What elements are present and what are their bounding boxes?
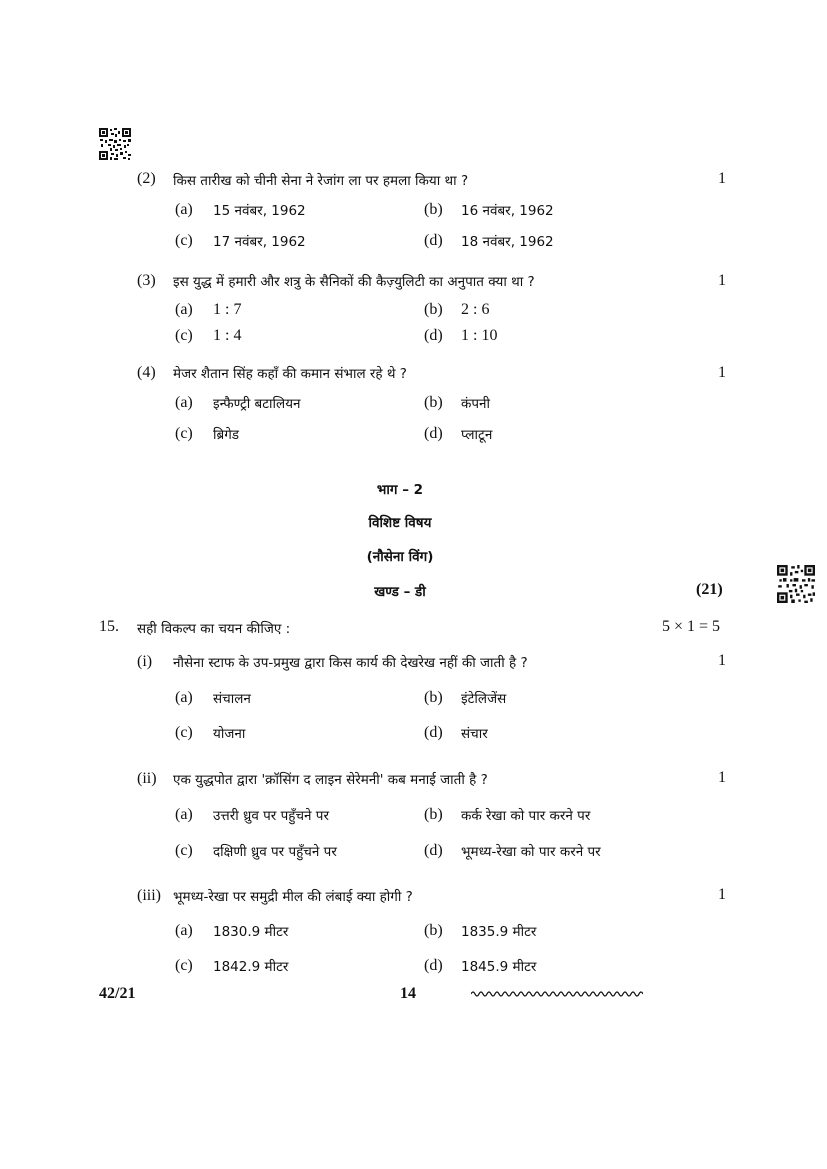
question-text: किस तारीख को चीनी सेना ने रेजांग ला पर हमला किया था ? [173,173,469,189]
option-label: (c) [175,232,193,249]
option-text: 16 नवंबर, 1962 [461,203,554,219]
section-block-heading: खण्ड – डी [374,584,426,600]
option-text: 1842.9 मीटर [213,959,289,975]
question-marks: 1 [718,886,726,903]
option-text: उत्तरी ध्रुव पर पहुँचने पर [213,808,329,824]
option-label: (a) [175,394,193,411]
option-label: (d) [424,957,443,974]
option-label: (c) [175,425,193,442]
option-text: इन्फैण्ट्री बटालियन [213,396,301,412]
option-label: (c) [175,842,193,859]
option-text: 15 नवंबर, 1962 [213,203,306,219]
option-label: (b) [424,689,443,706]
option-text: ब्रिगेड [213,427,240,443]
section-part-heading: भाग – 2 [376,482,424,498]
question-text: मेजर शैतान सिंह कहाँ की कमान संभाल रहे थे ? [173,366,407,382]
option-text: 1 : 7 [213,301,242,318]
option-label: (b) [424,806,443,823]
option-label: (c) [175,957,193,974]
option-text: 1 : 10 [461,327,498,344]
question-marks: 1 [718,652,726,669]
question-number: (ii) [137,770,157,787]
option-text: कंपनी [461,396,491,412]
option-text: कर्क रेखा को पार करने पर [461,808,591,824]
question-marks: 5 × 1 = 5 [662,618,721,635]
section-wing-heading: (नौसेना विंग) [366,549,434,565]
option-label: (c) [175,724,193,741]
section-subject-heading: विशिष्ट विषय [368,515,432,531]
wavy-line [471,990,643,998]
option-label: (a) [175,689,193,706]
option-text: दक्षिणी ध्रुव पर पहुँचने पर [213,844,337,860]
paper-code: 42/21 [99,985,136,1002]
option-text: 1845.9 मीटर [461,959,537,975]
option-label: (b) [424,201,443,218]
option-label: (b) [424,394,443,411]
question-number: 15. [99,618,119,635]
option-text: संचालन [213,691,251,707]
qr-code-top-left [99,128,131,160]
option-text: 2 : 6 [461,301,490,318]
option-text: 17 नवंबर, 1962 [213,234,306,250]
question-number: (2) [137,170,156,187]
option-label: (a) [175,201,193,218]
question-text: भूमध्य-रेखा पर समुद्री मील की लंबाई क्या होगी ? [173,889,413,905]
option-label: (a) [175,806,193,823]
question-marks: 1 [718,170,726,187]
question-text: इस युद्ध में हमारी और शत्रु के सैनिकों की कैज़्युलिटी का अनुपात क्या था ? [173,274,535,290]
option-text: प्लाटून [461,427,493,443]
option-text: 1 : 4 [213,327,242,344]
option-label: (d) [424,842,443,859]
option-label: (d) [424,232,443,249]
option-label: (d) [424,724,443,741]
option-text: भूमध्य-रेखा को पार करने पर [461,844,601,860]
question-instruction: सही विकल्प का चयन कीजिए : [137,621,291,637]
question-number: (i) [137,653,153,670]
option-label: (d) [424,425,443,442]
option-text: संचार [461,726,488,742]
question-text: नौसेना स्टाफ के उप-प्रमुख द्वारा किस कार्य की देखरेख नहीं की जाती है ? [173,655,528,671]
option-text: 18 नवंबर, 1962 [461,234,554,250]
option-text: योजना [213,726,246,742]
option-label: (b) [424,922,443,939]
section-block-marks: (21) [696,581,723,598]
option-label: (a) [175,301,193,318]
option-text: इंटेलिजेंस [461,691,507,707]
question-number: (4) [137,364,156,381]
question-marks: 1 [718,769,726,786]
question-marks: 1 [718,364,726,381]
option-text: 1835.9 मीटर [461,924,537,940]
question-marks: 1 [718,272,726,289]
question-number: (3) [137,272,156,289]
option-label: (a) [175,922,193,939]
option-label: (d) [424,327,443,344]
question-number: (iii) [137,887,161,904]
option-label: (b) [424,301,443,318]
option-label: (c) [175,327,193,344]
page-number: 14 [400,985,416,1002]
question-text: एक युद्धपोत द्वारा 'क्रॉसिंग द लाइन सेरेमनी' कब मनाई जाती है ? [173,772,488,788]
option-text: 1830.9 मीटर [213,924,289,940]
